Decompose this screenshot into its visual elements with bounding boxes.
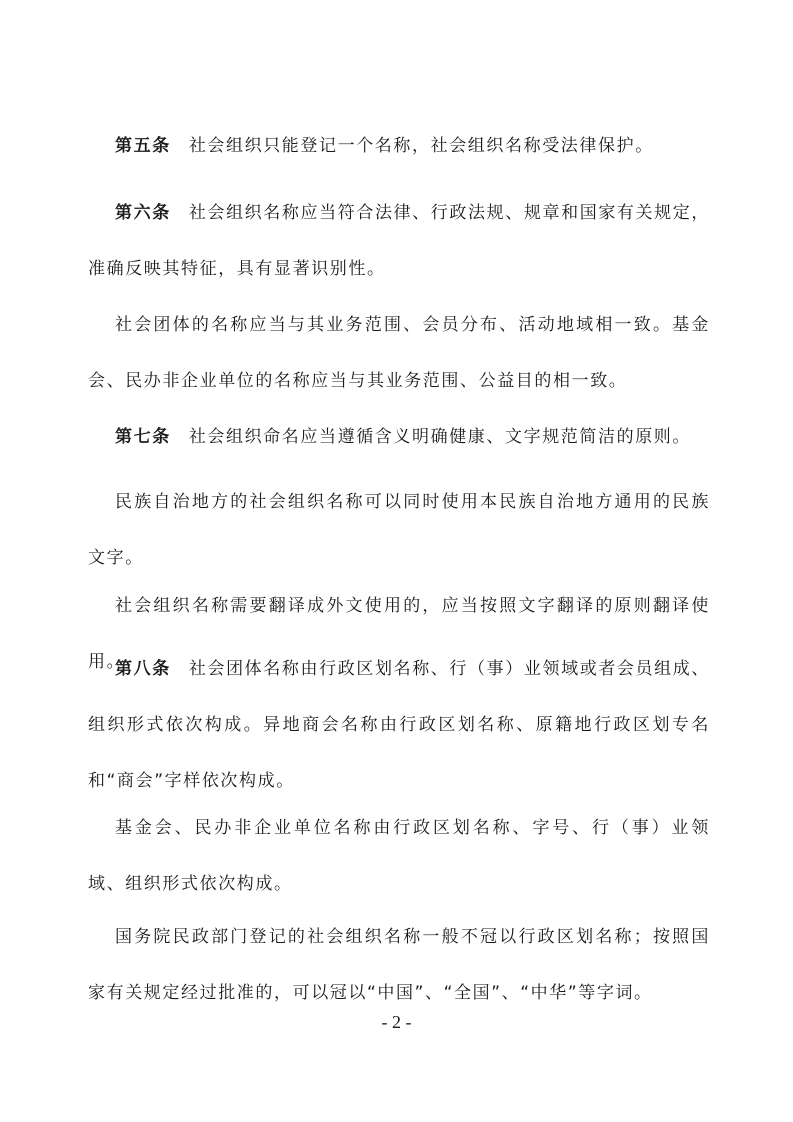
article-6-paragraph <box>88 185 710 297</box>
article-8-paragraph-3 <box>88 909 710 1021</box>
article-7-paragraph-2 <box>88 474 710 586</box>
article-8-text: 社会团体名称由行政区划名称、行（事）业领域或者会员组成、组织形式依次构成。异地商会名称由行政区划名称、原籍地行政区划专名和“商会”字样依次构成。 <box>88 659 710 791</box>
article-8-number: 第八条 <box>115 659 171 679</box>
article-8-paragraph-2 <box>88 800 710 912</box>
page-number: - 2 - <box>381 1012 412 1032</box>
article-7-text: 社会组织命名应当遵循含义明确健康、文字规范简洁的原则。 <box>188 427 692 447</box>
article-7-text-3: 社会组织名称需要翻译成外文使用的，应当按照文字翻译的原则翻译使用。 <box>88 596 710 672</box>
article-6-text: 社会组织名称应当符合法律、行政法规、规章和国家有关规定，准确反映其特征，具有显著识别性。 <box>88 203 710 279</box>
article-7-paragraph <box>88 409 710 465</box>
article-8-text-2: 基金会、民办非企业单位名称由行政区划名称、字号、行（事）业领域、组织形式依次构成。 <box>88 818 710 894</box>
article-7-text-2: 民族自治地方的社会组织名称可以同时使用本民族自治地方通用的民族文字。 <box>88 492 710 568</box>
article-8-text-3: 国务院民政部门登记的社会组织名称一般不冠以行政区划名称；按照国家有关规定经过批准的，可以冠以“中国”、“全国”、“中华”等字词。 <box>88 927 710 1003</box>
article-5-paragraph <box>88 118 710 174</box>
article-5-number: 第五条 <box>115 136 171 156</box>
article-8-paragraph <box>88 641 710 809</box>
article-7-number: 第七条 <box>115 427 171 447</box>
article-6-text-2: 社会团体的名称应当与其业务范围、会员分布、活动地域相一致。基金会、民办非企业单位的名称应当与其业务范围、公益目的相一致。 <box>88 315 710 391</box>
article-6-paragraph-2 <box>88 297 710 409</box>
article-6-number: 第六条 <box>115 203 171 223</box>
article-5-text: 社会组织只能登记一个名称，社会组织名称受法律保护。 <box>188 136 654 156</box>
